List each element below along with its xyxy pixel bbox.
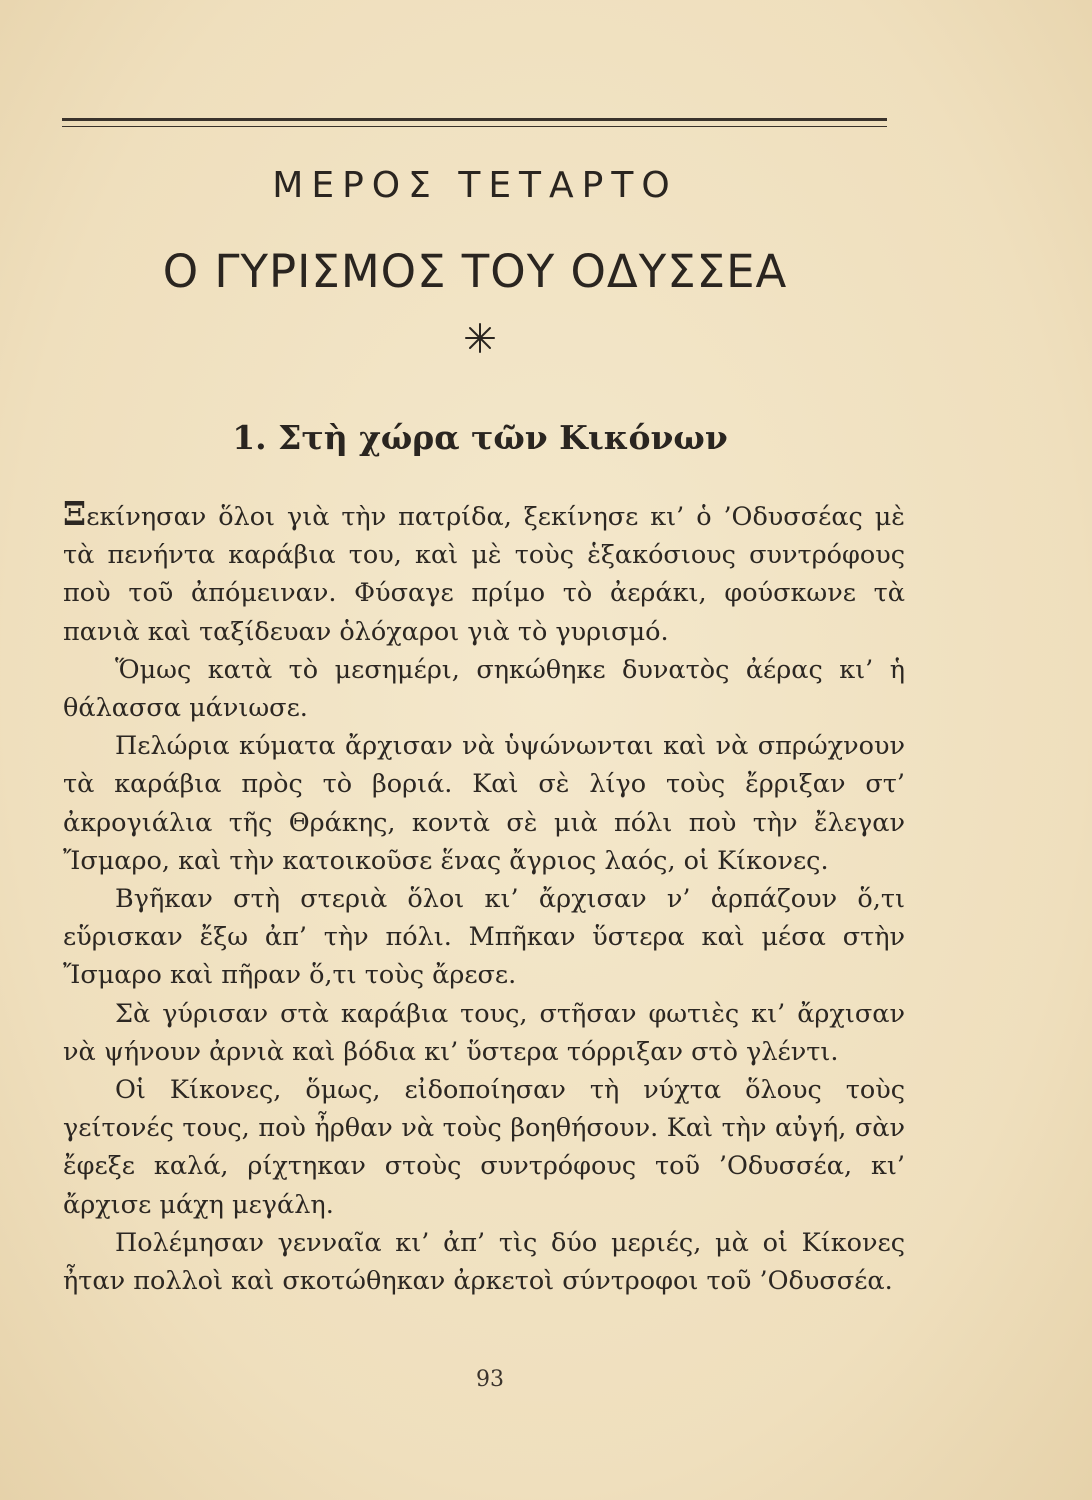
paragraph-text: εκίνησαν ὅλοι γιὰ τὴν πατρίδα, ξεκίνησε κι’ ὁ ’Οδυσσέας μὲ τὰ πενήντα καράβια του, καὶ μὲ τοὺς ἑξακόσιους συντρόφους ποὺ τοῦ ἀπόμειναν. Φύσαγε πρίμο τὸ ἀεράκι, φούσκωνε τὰ πανιὰ καὶ ταξίδευαν ὁλόχαροι γιὰ τὸ γυρισμό. bbox=[63, 502, 905, 647]
paragraph: Οἱ Κίκονες, ὅμως, εἰδοποίησαν τὴ νύχτα ὅλους τοὺς γείτονές τους, ποὺ ἦρθαν νὰ τοὺς βοηθήσουν. Καὶ τὴν αὐγή, σὰν ἔφεξε καλά, ρίχτηκαν στοὺς συντρόφους τοῦ ’Οδυσσέα, κι’ ἄρχισε μάχη μεγάλη. bbox=[63, 1075, 905, 1220]
paragraph: Πολέμησαν γενναῖα κι’ ἀπ’ τὶς δύο μεριές, μὰ οἱ Κίκονες ἦταν πολλοὶ καὶ σκοτώθηκαν ἀρκετοὶ σύντροφοι τοῦ ’Οδυσσέα. bbox=[63, 1227, 905, 1297]
header-rule-thick bbox=[62, 118, 887, 121]
page-number: 93 bbox=[476, 1367, 504, 1392]
paragraph: Ὅμως κατὰ τὸ μεσημέρι, σηκώθηκε δυνατὸς ἀέρας κι’ ἡ θάλασσα μάνιωσε. bbox=[63, 654, 905, 724]
body-text bbox=[63, 494, 905, 1300]
paragraph: Βγῆκαν στὴ στεριὰ ὅλοι κι’ ἄρχισαν ν’ ἁρπάζουν ὅ,τι εὕρισκαν ἔξω ἀπ’ τὴν πόλι. Μπῆκαν ὕστερα καὶ μέσα στὴν Ἴσμαρο καὶ πῆραν ὅ,τι τοὺς ἄρεσε. bbox=[63, 884, 905, 991]
paragraph: Σὰ γύρισαν στὰ καράβια τους, στῆσαν φωτιὲς κι’ ἄρχισαν νὰ ψήνουν ἀρνιὰ καὶ βόδια κι’ ὕστερα τόρριξαν στὸ γλέντι. bbox=[63, 998, 905, 1067]
chapter-title: 1. Στὴ χώρα τῶν Κικόνων bbox=[232, 418, 728, 457]
drop-cap: Ξ bbox=[63, 494, 87, 533]
header-rule-thin bbox=[62, 126, 887, 127]
part-title: Ο ΓΥΡΙΣΜΟΣ ΤΟΥ ΟΔΥΣΣΕΑ bbox=[162, 245, 788, 298]
part-label: ΜΕΡΟΣ ΤΕΤΑΡΤΟ bbox=[272, 165, 678, 206]
paragraph bbox=[63, 494, 905, 651]
paragraph: Πελώρια κύματα ἄρχισαν νὰ ὑψώνωνται καὶ νὰ σπρώχνουν τὰ καράβια πρὸς τὸ βοριά. Καὶ σὲ λίγο τοὺς ἔρριξαν στ’ ἀκρογιάλια τῆς Θράκης, κοντὰ σὲ μιὰ πόλι ποὺ τὴν ἔλεγαν Ἴσμαρο, καὶ τὴν κατοικοῦσε ἕνας ἄγριος λαός, οἱ Κίκονες. bbox=[63, 731, 905, 876]
asterisk-ornament-icon bbox=[460, 318, 500, 358]
